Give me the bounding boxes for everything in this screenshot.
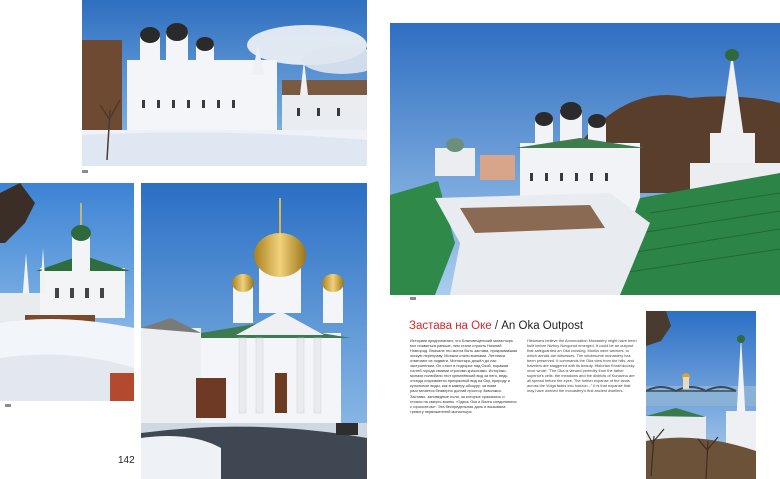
photo-monastery-winter (82, 0, 367, 166)
photo-cathedral-golden-dome (141, 183, 367, 479)
photo-marker (410, 297, 416, 300)
heading-english: An Oka Outpost (501, 320, 584, 332)
photo-marker (82, 170, 88, 173)
body-paragraph-russian: Историки предполагают, что Благовещенский монастырь мог появиться раньше, чем стали строить Нижний Новгород. Вначале это могла быть застава, прикрывавшая окскую переправу. Монахи стали воинами. Летописи отмечают их подвиги. Монастырь дошёл до нас застроенным. Он стоит в подгорье над Окой, поражая гостей города своими строгими красотами. Историки, монахи полюбили этот кремлёвский вид за него, ведь отсюда открывается прекрасный вид на Оку, природу и купольные виды, как в камеру-обскуру: за ними расстилается безмерно долгий простор Заволжья. Заставы, заповедные поля, за которые сражались и стояли на смерть воины. «Здесь Ока и Волга соединяются с горизонтом». Эта беспредельная даль и вызывала тревогу первожителей монастыря. (410, 338, 518, 414)
photo-bridge-belltower (646, 311, 756, 479)
body-text-english (527, 338, 637, 394)
photo-marker (5, 404, 11, 407)
body-paragraph-english: Historians believe the Annunciation Monastery might have been built before Nizhny Novgorod emerged. It could be an outpost that safeguarded an Oka crossing. Monks were warriors, to which annals are witnesses. The wholesome monastery has been preserved. It commands the Oka view from the hills, and travelers are staggered with its beauty. Historian Khrarhkovsky once wrote: "The Oka is viewed perfectly from the father superior's cells: the meadows and the districts of Kunavino are all spread before the eyes. The further expanse of the lands across the Volga fades into horizon..." It is that expanse that may have worried the monastery's first ancient dwellers. (527, 338, 637, 394)
heading-separator: / (491, 320, 502, 332)
photo-monastery-panorama (390, 23, 780, 295)
photo-church-snow (0, 183, 134, 401)
page-number: 142 (118, 455, 135, 466)
article-heading (409, 320, 583, 332)
body-text-russian (410, 338, 518, 414)
heading-russian: Застава на Оке (409, 320, 492, 332)
